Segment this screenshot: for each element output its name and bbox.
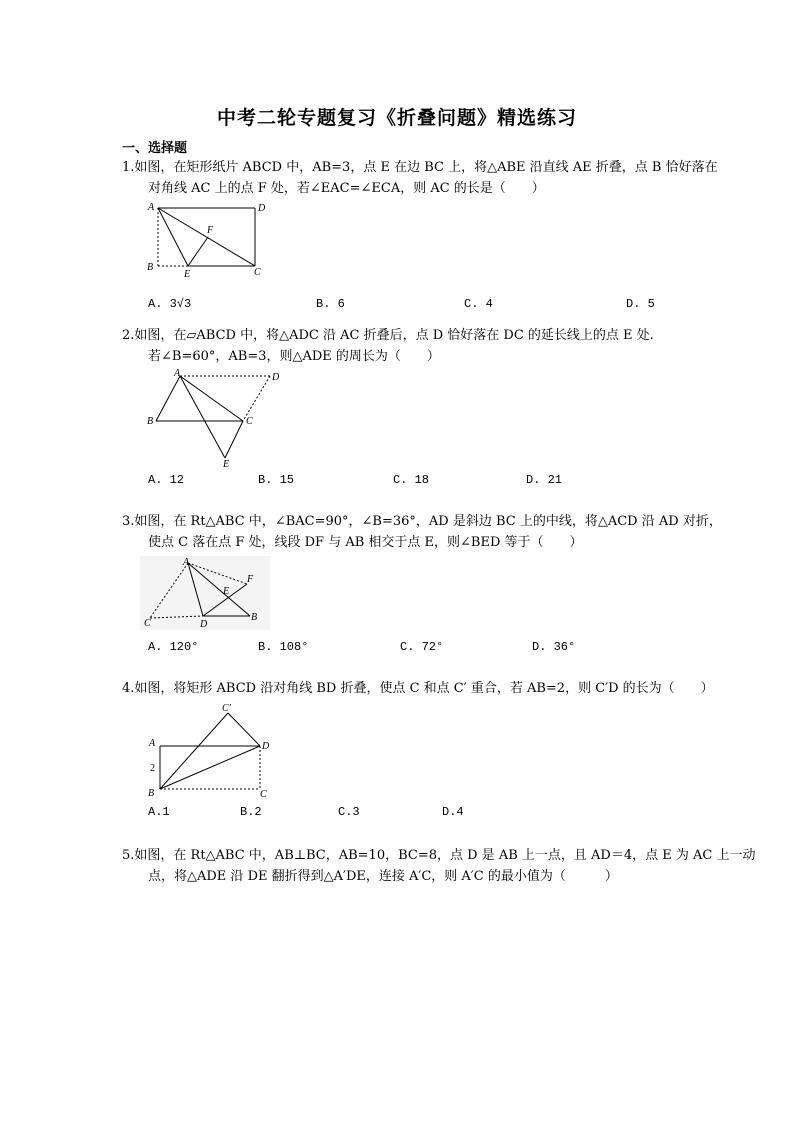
q3-option-a: A. 120°: [148, 640, 199, 654]
section-heading: 一、选择题: [122, 141, 188, 156]
question-1-line-2: 对角线 AC 上的点 F 处，若∠EAC=∠ECA，则 AC 的长是（ ）: [148, 181, 545, 196]
question-4-line-1: 4.如图，将矩形 ABCD 沿对角线 BD 折叠，使点 C 和点 C′ 重合，若 AB=2，则 C′D 的长为（ ）: [122, 681, 714, 696]
q1-label-f: F: [207, 225, 214, 236]
q4-option-d: D.4: [442, 805, 464, 819]
question-3-figure: [140, 556, 270, 630]
q2-label-a: A: [174, 368, 181, 379]
q3-label-f: F: [247, 574, 254, 585]
q1-label-a: A: [148, 202, 155, 213]
q4-label-a: A: [149, 738, 156, 749]
question-2-figure: [140, 366, 290, 470]
q4-label-d: D: [262, 741, 270, 752]
q1-option-a: A. 3√3: [148, 297, 192, 311]
q4-label-c: C: [260, 789, 267, 800]
q4-option-c: C.3: [338, 805, 360, 819]
question-4-figure: [140, 700, 280, 800]
question-1-line-1: 1.如图，在矩形纸片 ABCD 中，AB=3，点 E 在边 BC 上，将△ABE 沿直线 AE 折叠，点 B 恰好落在: [122, 160, 718, 175]
q2-label-e: E: [223, 459, 230, 470]
q1-label-e: E: [184, 269, 191, 280]
question-1-figure: [140, 198, 280, 280]
q2-option-c: C. 18: [393, 473, 430, 487]
page-title: 中考二轮专题复习《折叠问题》精选练习: [216, 107, 577, 129]
question-5-line-2: 点，将△ADE 沿 DE 翻折得到△A′DE，连接 A′C，则 A′C 的最小值为（ ）: [148, 869, 618, 884]
q3-label-b: B: [251, 612, 258, 623]
q1-option-d: D. 5: [626, 297, 655, 311]
q2-option-d: D. 21: [526, 473, 563, 487]
q4-option-a: A.1: [148, 805, 170, 819]
question-5-line-1: 5.如图，在 Rt△ABC 中，AB⊥BC，AB=10，BC=8，点 D 是 AB 上一点，且 AD＝4，点 E 为 AC 上一动: [122, 848, 756, 863]
q2-label-d: D: [272, 372, 280, 383]
q4-label-2: 2: [150, 763, 155, 774]
question-2-line-2: 若∠B=60°，AB=3，则△ADE 的周长为（ ）: [148, 349, 440, 364]
q2-label-b: B: [147, 416, 154, 427]
q3-option-c: C. 72°: [400, 640, 444, 654]
q3-label-d: D: [200, 619, 208, 630]
q3-option-b: B. 108°: [258, 640, 309, 654]
q1-option-c: C. 4: [464, 297, 493, 311]
q2-label-c: C: [246, 416, 253, 427]
q4-option-b: B.2: [240, 805, 262, 819]
q1-label-d: D: [258, 203, 266, 214]
q1-label-b: B: [147, 262, 154, 273]
q2-option-b: B. 15: [258, 473, 295, 487]
q3-option-d: D. 36°: [532, 640, 576, 654]
q3-label-e: E: [223, 586, 230, 597]
q3-label-a: A: [183, 557, 190, 568]
q2-option-a: A. 12: [148, 473, 185, 487]
question-2-line-1: 2.如图，在▱ABCD 中，将△ADC 沿 AC 折叠后，点 D 恰好落在 DC 的延长线上的点 E 处.: [122, 328, 654, 343]
q4-label-b: B: [148, 788, 155, 799]
question-3-line-2: 使点 C 落在点 F 处，线段 DF 与 AB 相交于点 E，则∠BED 等于（ ）: [148, 535, 583, 550]
q1-label-c: C: [254, 267, 261, 278]
q4-label-c-prime: C′: [222, 703, 231, 714]
q1-option-b: B. 6: [316, 297, 345, 311]
q3-label-c: C: [144, 618, 151, 629]
question-3-line-1: 3.如图，在 Rt△ABC 中，∠BAC=90°，∠B=36°，AD 是斜边 BC 上的中线，将△ACD 沿 AD 对折，: [122, 514, 722, 529]
